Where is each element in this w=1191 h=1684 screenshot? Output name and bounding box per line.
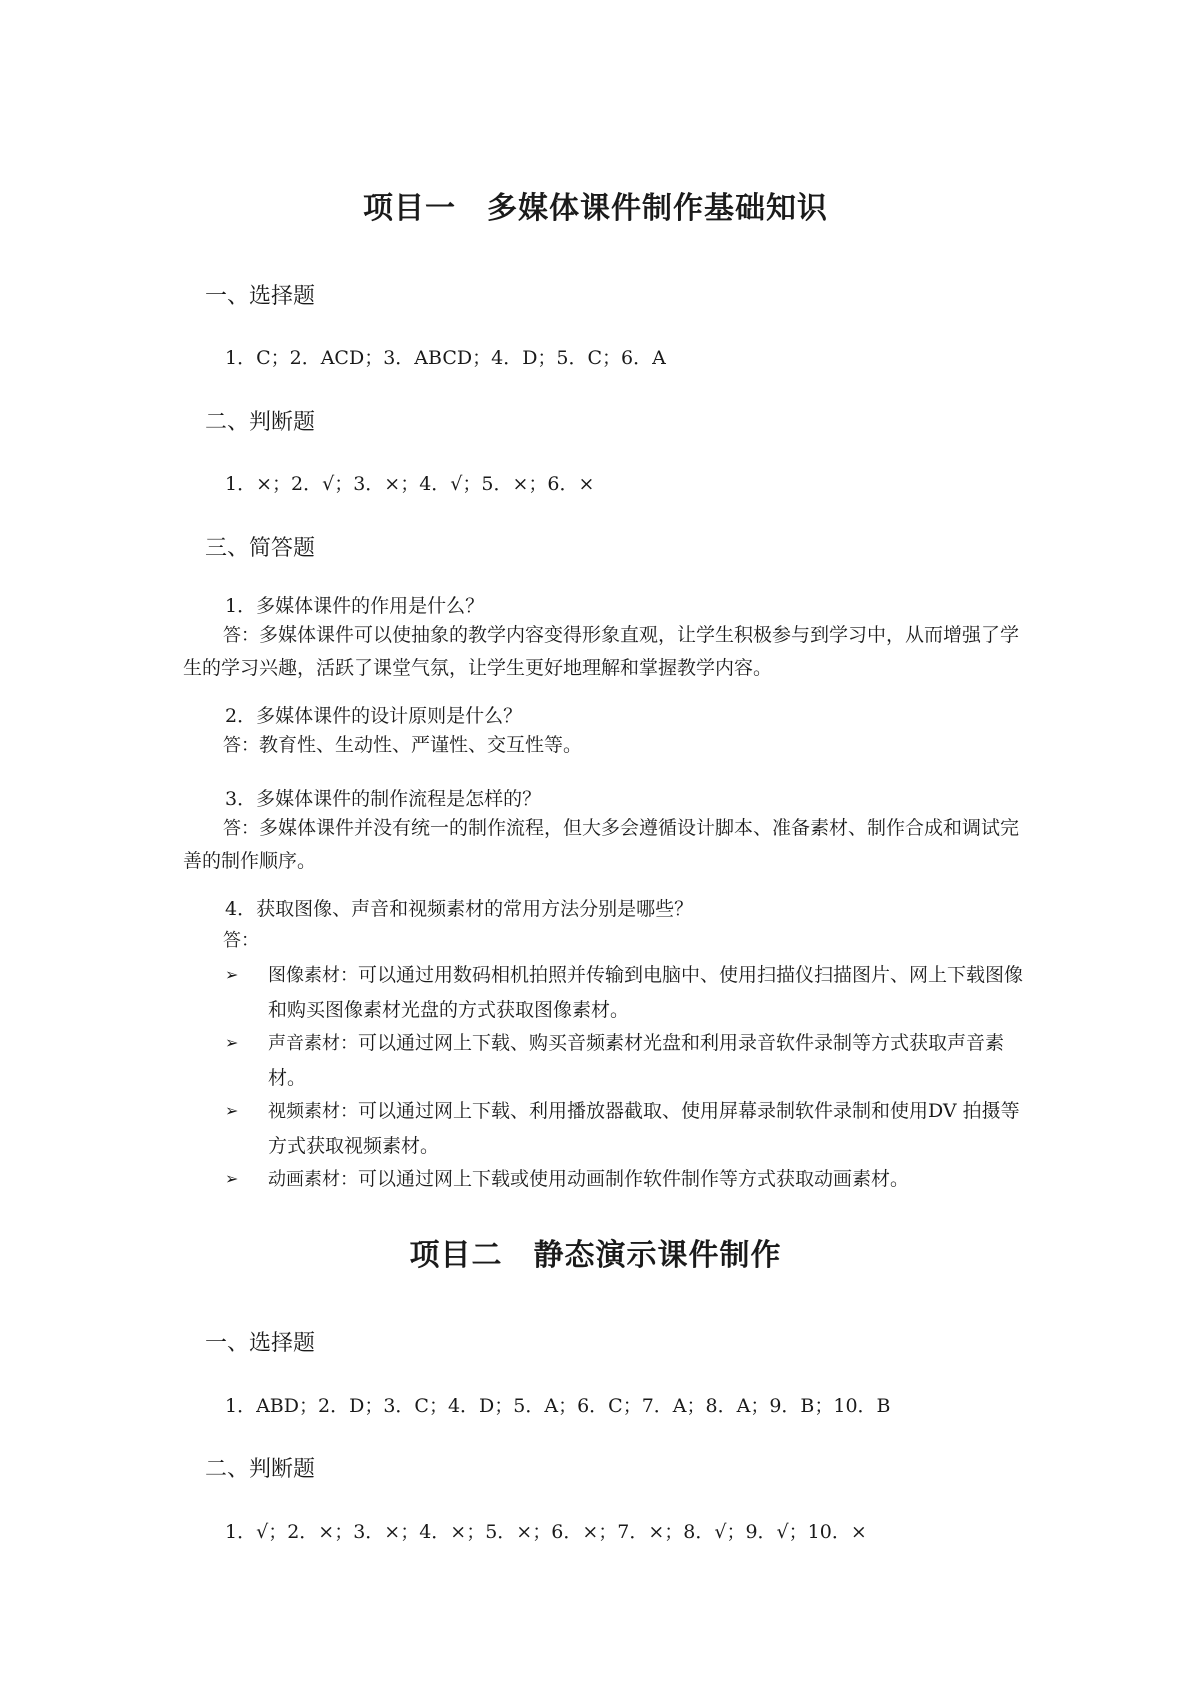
arrow-bullet-icon: ➢ [225,965,239,984]
bullet-term: 视频素材： [268,1101,358,1122]
answer-label: 答： [223,625,259,646]
judgment-answers: 1．×；2．√；3．×；4．√；5．×；6．× [225,473,595,495]
bullet-term: 声音素材： [268,1033,358,1054]
answer-label: 答： [223,818,259,839]
choice-answers: 1．ABD；2．D；3．C；4．D；5．A；6．C；7．A；8．A；9．B；10．B [225,1395,891,1417]
question-3: 3．多媒体课件的制作流程是怎样的？ [225,788,542,810]
question-2: 2．多媒体课件的设计原则是什么？ [225,705,523,727]
section-heading-choice: 一、选择题 [205,1331,316,1356]
answer-2-text: 教育性、生动性、严谨性、交互性等。 [259,734,583,756]
list-item [225,1162,1025,1197]
answer-3 [183,812,1023,878]
list-item [225,958,1025,1027]
answer-1 [183,619,1023,685]
question-4: 4．获取图像、声音和视频素材的常用方法分别是哪些？ [225,898,694,920]
bullet-text: 可以通过网上下载或使用动画制作软件制作等方式获取动画素材。 [358,1168,910,1190]
answer-3-text: 多媒体课件并没有统一的制作流程，但大多会遵循设计脚本、准备素材、制作合成和调试完善的制作顺序。 [183,817,1020,872]
bullet-term: 图像素材： [268,965,358,986]
choice-answers: 1．C；2．ACD；3．ABCD；4．D；5．C；6．A [225,347,666,369]
list-item [225,1094,1025,1163]
answer-label: 答： [223,930,259,951]
bullet-term: 动画素材： [268,1169,358,1190]
section-heading-choice: 一、选择题 [205,284,316,309]
project2-title: 项目二 静态演示课件制作 [409,1238,782,1273]
answer-1-text: 多媒体课件可以使抽象的教学内容变得形象直观，让学生积极参与到学习中，从而增强了学生的学习兴趣，活跃了课堂气氛，让学生更好地理解和掌握教学内容。 [183,624,1020,679]
arrow-bullet-icon: ➢ [225,1033,239,1052]
answer-label: 答： [223,735,259,756]
bullet-text: 可以通过网上下载、购买音频素材光盘和利用录音软件录制等方式获取声音素材。 [268,1032,1005,1089]
judgment-answers: 1．√；2．×；3．×；4．×；5．×；6．×；7．×；8．√；9．√；10．× [225,1521,867,1543]
question-1: 1．多媒体课件的作用是什么？ [225,595,485,617]
answer-4-label [223,926,259,952]
bullet-text: 可以通过用数码相机拍照并传输到电脑中、使用扫描仪扫描图片、网上下载图像和购买图像素材光盘的方式获取图像素材。 [268,964,1024,1021]
list-item [225,1026,1025,1095]
bullet-text: 可以通过网上下载、利用播放器截取、使用屏幕录制软件录制和使用DV 拍摄等方式获取视频素材。 [268,1100,1020,1157]
section-heading-judgment: 二、判断题 [205,1457,316,1482]
section-heading-judgment: 二、判断题 [205,410,316,435]
section-heading-short-answer: 三、简答题 [205,536,316,561]
arrow-bullet-icon: ➢ [225,1169,239,1188]
arrow-bullet-icon: ➢ [225,1101,239,1120]
project1-title: 项目一 多媒体课件制作基础知识 [363,191,828,226]
answer-2 [183,729,1023,762]
